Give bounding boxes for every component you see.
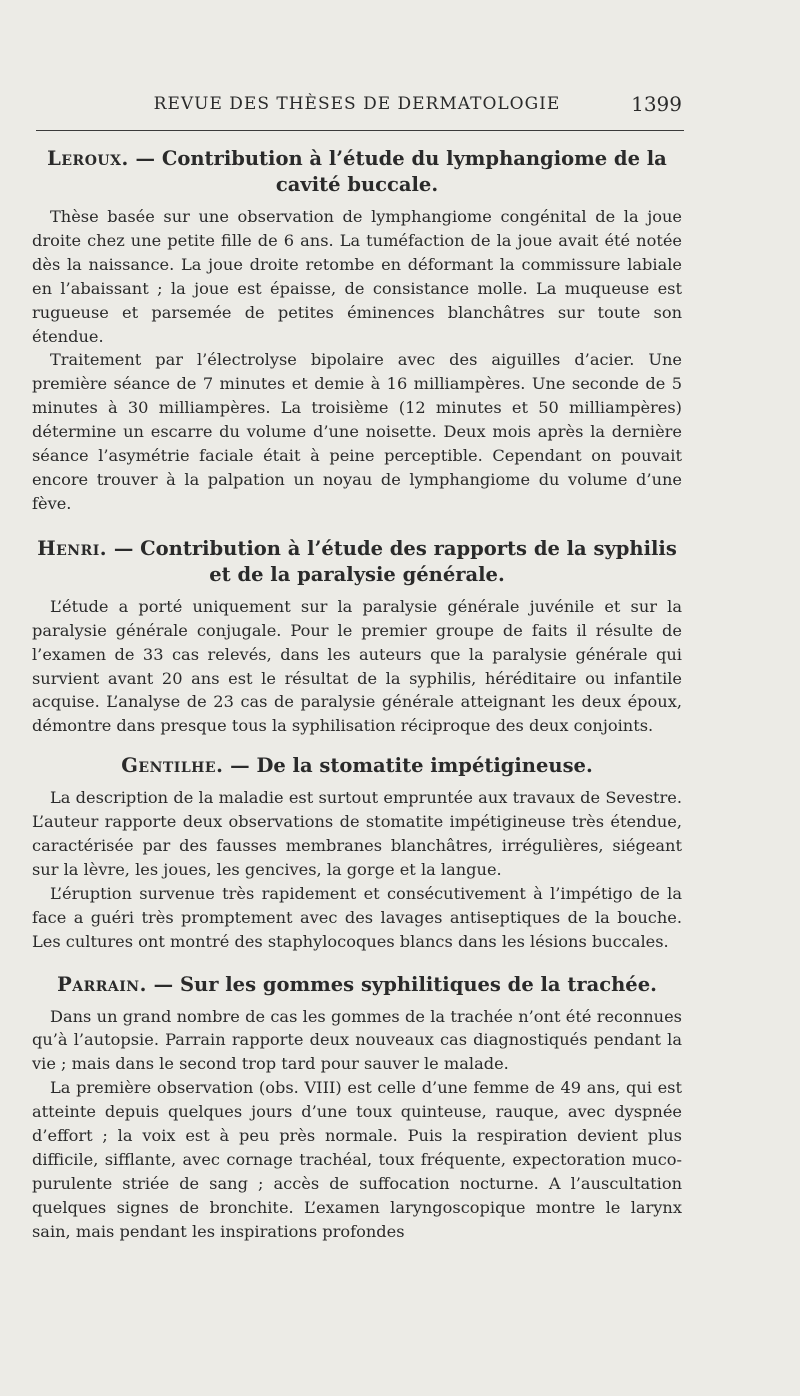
entry-author: Parrain. — [57, 972, 147, 996]
entry-title — [32, 146, 682, 198]
entry-author: Gentilhe. — [121, 754, 224, 778]
entry-title-text: Sur les gommes syphilitiques de la trachée. — [179, 972, 657, 996]
entry-title-text: Contribution à l’étude du lymphangiome de la cavité buccale. — [161, 147, 667, 196]
thesis-entry-leroux — [32, 146, 682, 516]
entry-paragraph: L’étude a porté uniquement sur la paralysie générale juvénile et sur la paralysie générale conjugale. Pour le premier groupe de faits il résulte de l’examen de 33 cas relevés, dans les auteurs que la paralysie générale qui survient avant 20 ans est le résultat de la syphilis, héréditaire ou infantile acquise. L’analyse de 23 cas de paralysie générale atteignant les deux époux, démontre dans presque tous la syphilisation réciproque des deux conjoints. — [32, 596, 682, 736]
entry-paragraph: La première observation (obs. VIII) est celle d’une femme de 49 ans, qui est atteinte depuis quelques jours d’une toux quinteuse, rauque, avec dyspnée d’effort ; la voix est à peu près normale. Puis la respiration devient plus difficile, sifflante, avec cornage trachéal, toux fréquente, expectoration muco-purulente striée de sang ; accès de suffocation nocturne. A l’auscultation quelques signes de bronchite. L’examen laryngoscopique montre le larynx sain, mais pendant les inspirations profondes — [32, 1078, 682, 1241]
running-title: REVUE DES THÈSES DE DERMATOLOGIE — [153, 94, 561, 114]
title-separator: — — [128, 147, 162, 170]
running-head — [32, 92, 682, 118]
entry-paragraph: Dans un grand nombre de cas les gommes de la trachée n’ont été reconnues qu’à l’autopsie. Parrain rapporte deux nouveaux cas diagnostiqués pendant la vie ; mais dans le second trop tard pour sauver le malade. — [32, 1006, 682, 1074]
entry-paragraph: Traitement par l’électrolyse bipolaire avec des aiguilles d’acier. Une première séance de 7 minutes et demie à 16 milliampères. Une seconde de 5 minutes à 30 milliampères. La troisième (12 minutes et 50 milliampères) détermine un escarre du volume d’une noisette. Deux mois après la dernière séance l’asymétrie faciale était à peine perceptible. Cependant on pouvait encore trouver à la palpation un noyau de lymphangiome du volume d’une fève. — [32, 350, 682, 513]
thesis-entry-henri — [32, 536, 682, 738]
title-separator: — — [107, 536, 141, 560]
entry-author: Leroux. — [47, 147, 129, 170]
header-rule — [36, 130, 684, 131]
entry-paragraph: La description de la maladie est surtout empruntée aux travaux de Sevestre. L’auteur rapporte deux observations de stomatite impétigineuse très étendue, caractérisée par des fausses membranes blanchâtres, irrégulières, siégeant sur la lèvre, les joues, les gencives, la gorge et la langue. — [32, 788, 682, 879]
entry-paragraph: L’éruption survenue très rapidement et consécutivement à l’impétigo de la face a guéri très promptement avec des lavages antiseptiques de la bouche. Les cultures ont montré des staphylocoques blancs dans les lésions buccales. — [32, 883, 682, 951]
thesis-entry-gentilhe — [32, 753, 682, 953]
entry-title-text: Contribution à l’étude des rapports de la syphilis et de la paralysie générale. — [140, 536, 677, 586]
title-separator: — — [223, 754, 257, 778]
entry-title — [32, 536, 682, 588]
page-number: 1399 — [631, 92, 682, 116]
entry-title — [32, 753, 682, 779]
entry-title — [32, 972, 682, 998]
title-separator: — — [146, 972, 180, 996]
page-content — [32, 146, 682, 1244]
entry-title-text: De la stomatite impétigineuse. — [256, 754, 593, 778]
entry-paragraph: Thèse basée sur une observation de lymphangiome congénital de la joue droite chez une petite fille de 6 ans. La tuméfaction de la joue avait été notée dès la naissance. La joue droite retombe en déformant la commissure labiale en l’abaissant ; la joue est épaisse, de consistance molle. La muqueuse est rugueuse et parsemée de petites éminences blanchâtres sur toute son étendue. — [32, 207, 682, 346]
thesis-entry-parrain — [32, 972, 682, 1244]
entry-author: Henri. — [37, 536, 108, 560]
